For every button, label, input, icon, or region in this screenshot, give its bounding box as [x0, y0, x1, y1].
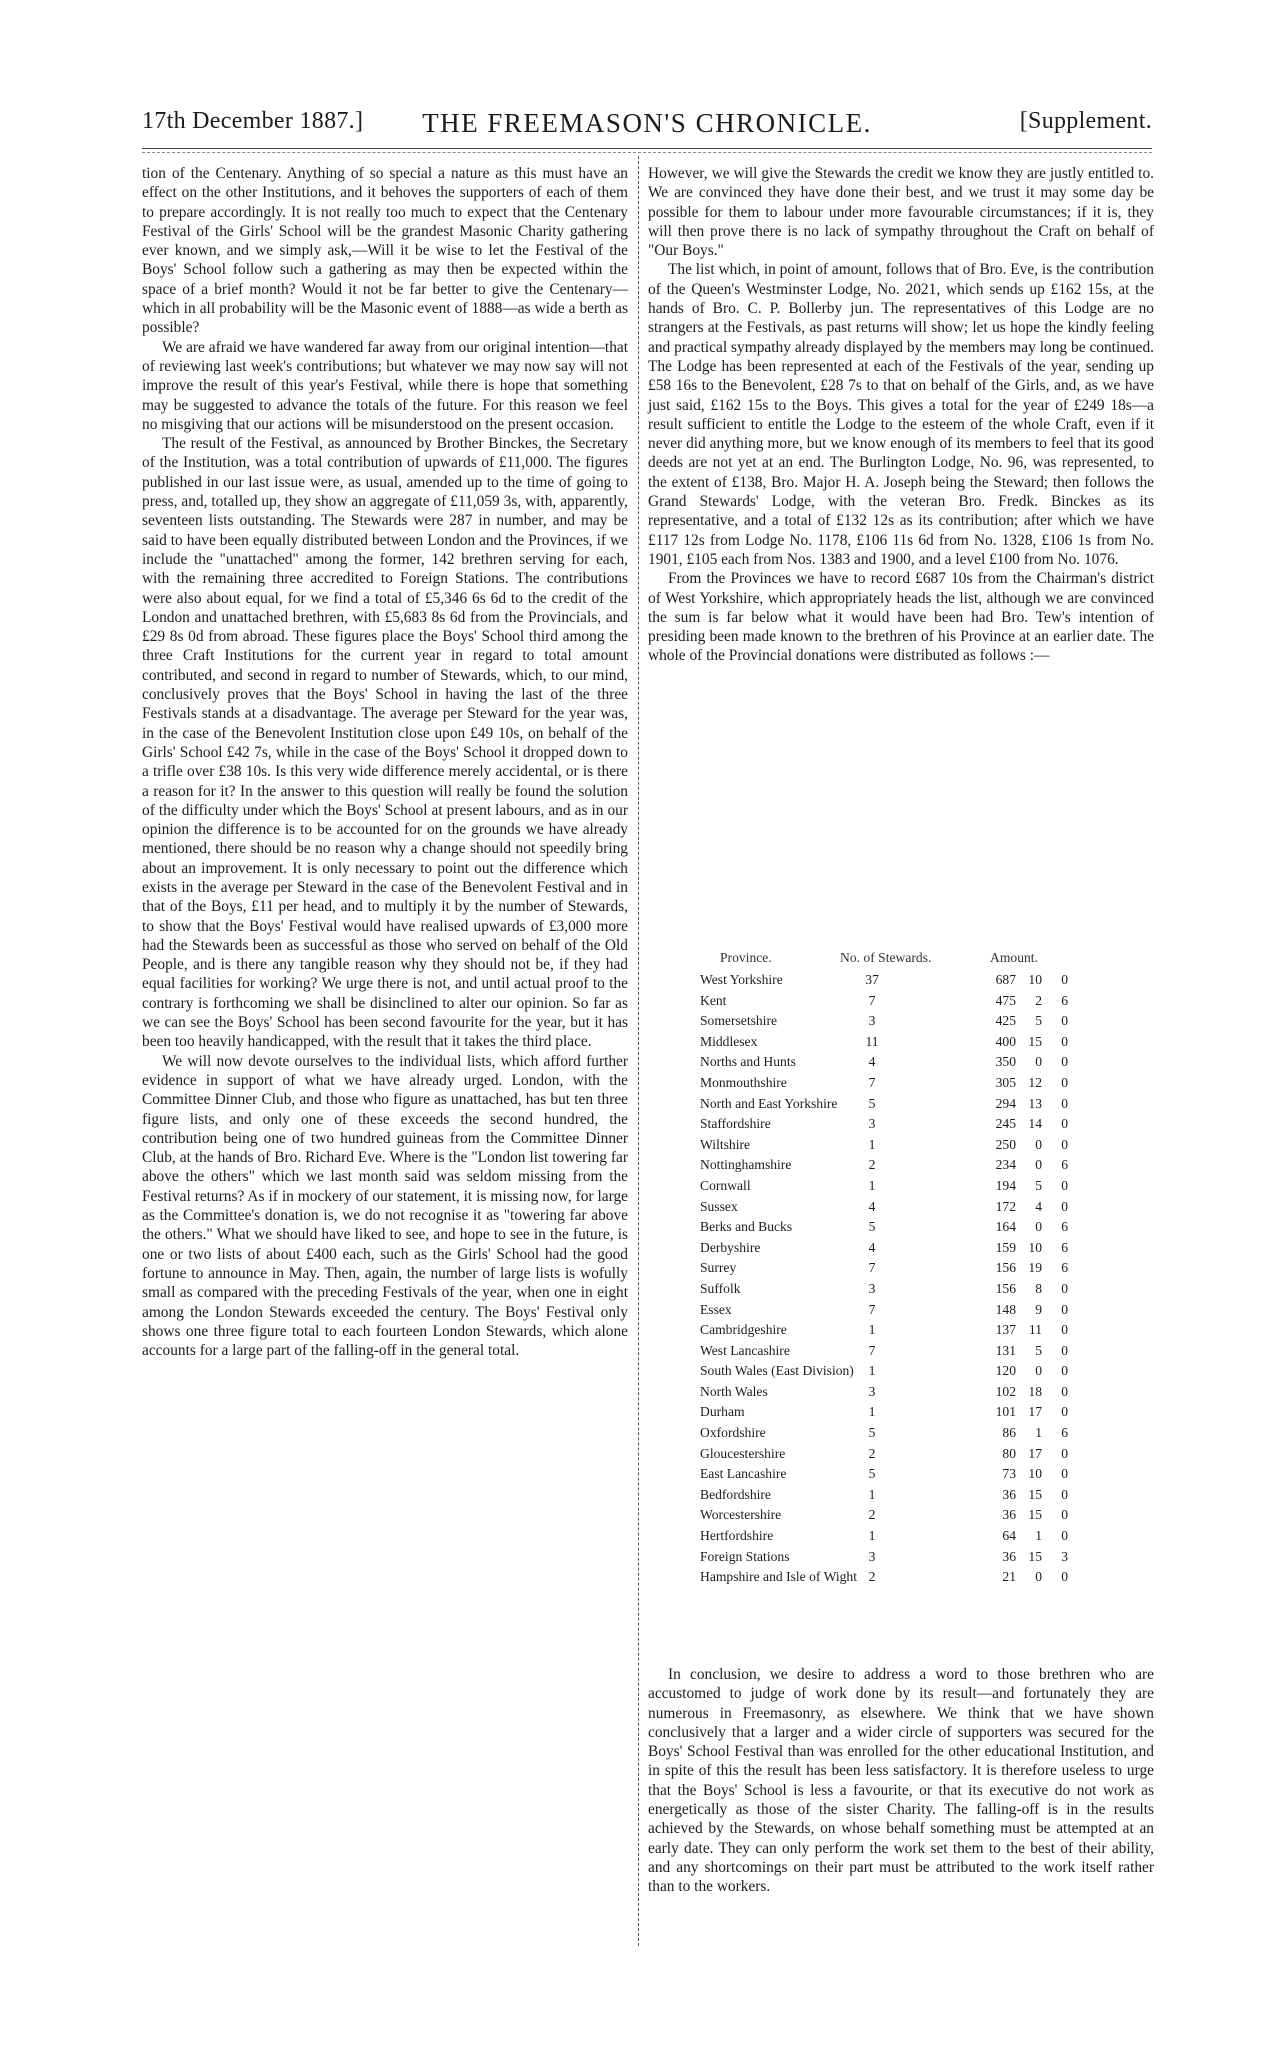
cell-province: Norths and Hunts	[700, 1054, 796, 1070]
cell-s: 0	[1035, 1157, 1042, 1173]
cell-d: 0	[1061, 1136, 1068, 1152]
paragraph: However, we will give the Stewards the credit we know they are justly entitled to. We are convinced they have done their best, and we trust it may some day be possible for them to labour under more favourable circumstances; if it is, they will then prove there is no lack of sympathy throughout the Craft on behalf of "Our Boys."	[648, 165, 1154, 260]
cell-stewards: 5	[868, 1219, 876, 1235]
table-row	[700, 1096, 1110, 1117]
cell-d: 6	[1061, 1239, 1068, 1255]
cell-d: 0	[1061, 1322, 1068, 1338]
cell-l: 687	[995, 972, 1016, 987]
cell-s: 14	[1028, 1116, 1042, 1132]
cell-l: 305	[995, 1074, 1016, 1090]
cell-stewards: 5	[868, 1466, 876, 1482]
cell-d: 3	[1061, 1548, 1068, 1564]
cell-stewards: 7	[868, 1074, 876, 1090]
cell-stewards: 2	[868, 1157, 876, 1173]
section-label: [Supplement.	[1019, 108, 1152, 134]
cell-stewards: 7	[868, 1301, 876, 1317]
cell-s: 0	[1035, 1363, 1042, 1379]
cell-l: 101	[995, 1404, 1016, 1420]
cell-stewards: 3	[868, 1383, 876, 1399]
cell-d: 0	[1061, 1383, 1068, 1399]
cell-s: 17	[1028, 1445, 1042, 1461]
cell-s: 1	[1035, 1528, 1042, 1544]
table-row	[700, 1034, 1110, 1055]
cell-l: 245	[995, 1116, 1016, 1132]
cell-d: 0	[1061, 1466, 1068, 1482]
cell-stewards: 5	[868, 1425, 876, 1441]
cell-d: 6	[1061, 1157, 1068, 1173]
cell-d: 0	[1061, 1528, 1068, 1544]
cell-s: 10	[1028, 1466, 1042, 1482]
cell-d: 0	[1061, 1404, 1068, 1420]
cell-stewards: 1	[868, 1486, 876, 1502]
cell-l: 194	[995, 1177, 1016, 1193]
cell-stewards: 2	[868, 1445, 876, 1461]
cell-province: Cambridgeshire	[700, 1322, 787, 1338]
table-row	[700, 1466, 1110, 1487]
table-row	[700, 1240, 1110, 1261]
table-row	[700, 1075, 1110, 1096]
cell-s: 0	[1035, 1136, 1042, 1152]
cell-province: Suffolk	[700, 1280, 741, 1296]
table-row	[700, 1281, 1110, 1302]
publication-title: THE FREEMASON'S CHRONICLE.	[422, 108, 872, 138]
cell-d: 0	[1061, 1198, 1068, 1214]
table-row	[700, 1137, 1110, 1158]
table-row	[700, 1384, 1110, 1405]
cell-province: Oxfordshire	[700, 1425, 766, 1441]
table-row	[700, 1425, 1110, 1446]
cell-province: Gloucestershire	[700, 1445, 786, 1461]
cell-province: Bedfordshire	[700, 1486, 771, 1502]
cell-stewards: 1	[868, 1177, 876, 1193]
issue-date: 17th December 1887.]	[142, 108, 364, 134]
cell-s: 18	[1028, 1383, 1042, 1399]
cell-l: 294	[995, 1095, 1016, 1111]
paragraph: The list which, in point of amount, follows that of Bro. Eve, is the contribution of the Queen's Westminster Lodge, No. 2021, which sends up £162 15s, at the hands of Bro. C. P. Bollerby jun. The representatives of this Lodge are no strangers at the Festivals, as past returns will show; let us hope the kindly feeling and practical sympathy already displayed by the members may long be continued. The Lodge has been represented at each of the Festivals of the year, sending up £58 16s to the Benevolent, £28 7s to that on behalf of the Girls, and, as we have just said, £162 15s to the Boys. This gives a total for the year of £249 18s—a result sufficient to entitle the Lodge to the esteem of the whole Craft, even if it never did anything more, but we know enough of its members to feel that its good deeds are not yet at an end. The Burlington Lodge, No. 96, was represented, to the extent of £138, Bro. Major H. A. Joseph being the Steward; then follows the Grand Stewards' Lodge, with the veteran Bro. Fredk. Binckes as its representative, and a total of £132 12s as its contribution; after which we have £117 12s from Lodge No. 1178, £106 11s 6d from No. 1328, £106 1s from No. 1901, £105 each from Nos. 1383 and 1900, and a level £100 from No. 1076.	[648, 261, 1154, 568]
cell-d: 0	[1061, 1301, 1068, 1317]
cell-s: 8	[1035, 1280, 1042, 1296]
cell-stewards: 7	[868, 1260, 876, 1276]
cell-s: 15	[1028, 1486, 1042, 1502]
cell-d: 0	[1061, 1445, 1068, 1461]
cell-province: Surrey	[700, 1260, 737, 1276]
table-row	[700, 1013, 1110, 1034]
cell-province: Sussex	[700, 1198, 738, 1214]
cell-d: 0	[1061, 1095, 1068, 1111]
cell-d: 0	[1061, 1486, 1068, 1502]
cell-l: 148	[995, 1301, 1016, 1317]
cell-province: Hampshire and Isle of Wight	[700, 1569, 858, 1585]
cell-d: 6	[1061, 992, 1068, 1008]
cell-s: 1	[1035, 1425, 1042, 1441]
table-row	[700, 1487, 1110, 1508]
cell-s: 19	[1028, 1260, 1042, 1276]
cell-s: 2	[1035, 992, 1042, 1008]
cell-stewards: 3	[868, 1280, 876, 1296]
cell-stewards: 3	[868, 1116, 876, 1132]
cell-province: North and East Yorkshire	[700, 1095, 838, 1111]
table-row	[700, 1549, 1110, 1570]
paragraph: The result of the Festival, as announced by Brother Binckes, the Secretary of the Institution, was a total contribution of upwards of £11,000. The figures published in our last issue were, as usual, amended up to the time of going to press, and, totalled up, they show an aggregate of £11,059 3s, with, apparently, seventeen lists outstanding. The Stewards were 287 in number, and may be said to have been equally distributed between London and the Provinces, if we include the "unattached" among the former, 142 brethren serving for each, with the remaining three accredited to Foreign Stations. The contributions were also about equal, for we find a total of £5,346 6s 6d to the credit of the London and unattached brethren, with £5,683 8s 6d from the Provincials, and £29 8s 0d from abroad. These figures place the Boys' School third among the three Craft Institutions for the current year in regard to total amount contributed, and second in regard to number of Stewards, which, to our mind, conclusively proves that the Boys' School in having the last of the three Festivals stands at a disadvantage. The average per Steward for the year was, in the case of the Benevolent Institution close upon £49 10s, on behalf of the Girls' School £42 7s, while in the case of the Boys' School it dropped down to a trifle over £38 10s. Is this very wide difference merely accidental, or is there a reason for it? In the answer to this question will really be found the solution of the difficulty under which the Boys' School at present labours, and as in our opinion the difference is to be accounted for on the grounds we have already mentioned, there should be no reason why a change should not speedily bring about an improvement. It is only necessary to point out the difference which exists in the average per Steward in the case of the Benevolent Festival and in that of the Boys, £11 per head, and to multiply it by the number of Stewards, to show that the Boys' Festival would have realised upwards of £3,000 more had the Stewards been as successful as those who served on behalf of the Old People, and is there any tangible reason why they should not be, if they had equal facilities for working? We urge there is not, and until actual proof to the contrary is forthcoming we shall be disinclined to alter our opinion. So far as we can see the Boys' School has been second favourite for the year, but it has been too heavily handicapped, with the result that it takes the third place.	[142, 435, 628, 1051]
cell-l: 102	[995, 1383, 1016, 1399]
cell-l: 73	[1002, 1466, 1016, 1482]
table-row	[700, 1363, 1110, 1384]
provincial-donations-table	[700, 950, 1110, 1590]
table-row	[700, 1157, 1110, 1178]
paragraph: In conclusion, we desire to address a word to those brethren who are accustomed to judge of work done by its result—and fortunately they are numerous in Freemasonry, as elsewhere. We think that we have shown conclusively that a larger and a wider circle of supporters was secured for the Boys' School Festival than was enrolled for the other educational Institution, and in spite of this the result has been less satisfactory. It is therefore useless to urge that the Boys' School is less a favourite, or that its executive do not work as energetically as those of the sister Charity. The falling-off is in the results achieved by the Stewards, on whose behalf something must be attempted at an early date. They can only perform the work set them to the best of their ability, and any shortcomings on their part must be attributed to the work itself rather than to the workers.	[648, 1666, 1154, 1896]
header-province: Province.	[720, 950, 772, 965]
cell-d: 0	[1061, 1342, 1068, 1358]
cell-stewards: 4	[868, 1239, 876, 1255]
cell-l: 156	[995, 1260, 1016, 1276]
cell-d: 0	[1061, 1116, 1068, 1132]
cell-province: Essex	[700, 1301, 732, 1317]
cell-province: West Yorkshire	[700, 972, 783, 987]
cell-province: Berks and Bucks	[700, 1219, 793, 1235]
table-row	[700, 1260, 1110, 1281]
cell-stewards: 1	[868, 1136, 876, 1152]
cell-s: 9	[1035, 1301, 1042, 1317]
cell-s: 0	[1035, 1569, 1042, 1585]
cell-stewards: 7	[868, 1342, 876, 1358]
cell-stewards: 7	[868, 992, 876, 1008]
table-row	[700, 972, 1110, 993]
header-rule-dashed	[142, 152, 1152, 153]
cell-l: 80	[1002, 1445, 1016, 1461]
cell-stewards: 3	[868, 1013, 876, 1029]
cell-l: 164	[995, 1219, 1016, 1235]
cell-stewards: 4	[868, 1054, 876, 1070]
cell-s: 4	[1035, 1198, 1042, 1214]
page-header	[142, 108, 1152, 148]
table-row	[700, 1322, 1110, 1343]
cell-d: 0	[1061, 1074, 1068, 1090]
table-row	[700, 1343, 1110, 1364]
cell-d: 0	[1061, 1177, 1068, 1193]
cell-province: East Lancashire	[700, 1466, 787, 1482]
cell-province: Wiltshire	[700, 1136, 751, 1152]
cell-l: 400	[995, 1033, 1016, 1049]
table-row	[700, 1528, 1110, 1549]
cell-province: West Lancashire	[700, 1342, 790, 1358]
table-row	[700, 1219, 1110, 1240]
cell-s: 0	[1035, 1054, 1042, 1070]
cell-province: Monmouthshire	[700, 1074, 787, 1090]
cell-province: Derbyshire	[700, 1239, 761, 1255]
cell-stewards: 1	[868, 1528, 876, 1544]
cell-d: 0	[1061, 1507, 1068, 1523]
cell-stewards: 11	[865, 1033, 879, 1049]
cell-s: 17	[1028, 1404, 1042, 1420]
cell-province: South Wales (East Division)	[700, 1363, 854, 1379]
cell-s: 5	[1035, 1342, 1042, 1358]
paragraph: We are afraid we have wandered far away from our original intention—that of reviewing last week's contributions; but whatever we may now say will not improve the result of this year's Festival, while there is hope that something may be suggested to advance the totals of the future. For this reason we feel no misgiving that our actions will be misunderstood on the present occasion.	[142, 338, 628, 433]
left-column	[142, 164, 628, 1360]
cell-s: 10	[1028, 1239, 1042, 1255]
cell-s: 15	[1028, 1507, 1042, 1523]
cell-province: Staffordshire	[700, 1116, 771, 1132]
cell-province: Somersetshire	[700, 1013, 778, 1029]
cell-l: 21	[1002, 1569, 1016, 1585]
paragraph: tion of the Centenary. Anything of so special a nature as this must have an effect on the other Institutions, and it behoves the supporters of each of them to prepare accordingly. It is not really too much to expect that the Centenary Festival of the Girls' School will be the grandest Masonic Charity gathering ever known, and we simply ask,—Will it be wise to let the Festival of the Boys' School follow such a gathering as may then be expected within the space of a brief month? Would it not be far better to give the Centenary—which in all probability will be the Masonic event of 1888—as wide a berth as possible?	[142, 165, 628, 337]
table-row	[700, 1199, 1110, 1220]
cell-l: 475	[995, 992, 1016, 1008]
cell-s: 0	[1035, 1219, 1042, 1235]
table-row	[700, 1507, 1110, 1528]
cell-d: 0	[1061, 1569, 1068, 1585]
header-amount: Amount.	[990, 950, 1038, 965]
cell-l: 131	[995, 1342, 1016, 1358]
cell-stewards: 3	[868, 1548, 876, 1564]
right-column-top	[648, 164, 1154, 666]
cell-l: 350	[995, 1054, 1016, 1070]
cell-province: Kent	[700, 992, 727, 1008]
cell-l: 425	[995, 1013, 1016, 1029]
cell-stewards: 1	[868, 1322, 876, 1338]
cell-d: 6	[1061, 1260, 1068, 1276]
cell-s: 5	[1035, 1177, 1042, 1193]
cell-l: 234	[995, 1157, 1016, 1173]
cell-province: North Wales	[700, 1383, 768, 1399]
header-stewards: No. of Stewards.	[840, 950, 932, 965]
paragraph: We will now devote ourselves to the individual lists, which afford further evidence in support of what we have already urged. London, with the Committee Dinner Club, and those who figure as unattached, has but ten three figure lists, and only one of these exceeds the second hundred, the contribution being one of two hundred guineas from the Committee Dinner Club, at the hands of Bro. Richard Eve. Where is the "London list towering far above the others" which we last month said was seldom missing from the Festival returns? As if in mockery of our statement, it is missing now, for large as the Committee's donation is, we do not recognise it as "towering far above the others." What we should have liked to see, and hope to see in the future, is one or two lists of about £400 each, such as the Girls' School had the good fortune to announce in May. Then, again, the number of large lists is wofully small as compared with the preceding Festivals of the year, when one in eight among the London Stewards exceeded the century. The Boys' Festival only shows one three figure total to each fourteen London Stewards, which alone accounts for a large part of the falling-off in the general total.	[142, 1052, 628, 1360]
table-row	[700, 1302, 1110, 1323]
cell-s: 10	[1028, 972, 1042, 987]
cell-s: 15	[1028, 1033, 1042, 1049]
table-body	[700, 972, 1110, 1590]
table-row	[700, 993, 1110, 1014]
paragraph: From the Provinces we have to record £687 10s from the Chairman's district of West Yorkshire, which appropriately heads the list, although we are convinced the sum is far below what it would have been had Bro. Tew's intention of presiding been made known to the brethren of his Province at an earlier date. The whole of the Provincial donations were distributed as follows :—	[648, 570, 1154, 665]
cell-d: 0	[1061, 1033, 1068, 1049]
cell-s: 12	[1028, 1074, 1042, 1090]
cell-province: Hertfordshire	[700, 1528, 774, 1544]
cell-d: 0	[1061, 1280, 1068, 1296]
cell-l: 36	[1002, 1548, 1016, 1564]
table-row	[700, 1446, 1110, 1467]
cell-d: 0	[1061, 1013, 1068, 1029]
cell-province: Foreign Stations	[700, 1548, 790, 1564]
cell-l: 137	[995, 1322, 1016, 1338]
column-divider	[638, 156, 639, 1946]
cell-stewards: 1	[868, 1404, 876, 1420]
cell-l: 64	[1002, 1528, 1016, 1544]
cell-s: 15	[1028, 1548, 1042, 1564]
cell-l: 36	[1002, 1507, 1016, 1523]
cell-s: 5	[1035, 1013, 1042, 1029]
cell-l: 86	[1002, 1425, 1016, 1441]
table-row	[700, 1178, 1110, 1199]
cell-l: 156	[995, 1280, 1016, 1296]
table-row	[700, 1116, 1110, 1137]
cell-d: 0	[1061, 972, 1068, 987]
right-column-bottom	[648, 1665, 1154, 1897]
cell-stewards: 4	[868, 1198, 876, 1214]
cell-province: Durham	[700, 1404, 745, 1420]
cell-d: 6	[1061, 1219, 1068, 1235]
cell-s: 13	[1028, 1095, 1042, 1111]
table-header	[700, 950, 1110, 972]
header-rule	[142, 148, 1152, 149]
cell-stewards: 2	[868, 1507, 876, 1523]
cell-l: 159	[995, 1239, 1016, 1255]
cell-province: Worcestershire	[700, 1507, 782, 1523]
cell-stewards: 37	[865, 972, 879, 987]
cell-stewards: 2	[868, 1569, 876, 1585]
cell-l: 120	[995, 1363, 1016, 1379]
cell-d: 0	[1061, 1363, 1068, 1379]
cell-l: 250	[995, 1136, 1016, 1152]
cell-stewards: 5	[868, 1095, 876, 1111]
cell-l: 36	[1002, 1486, 1016, 1502]
cell-l: 172	[995, 1198, 1016, 1214]
table-row	[700, 1569, 1110, 1590]
cell-province: Middlesex	[700, 1033, 758, 1049]
cell-province: Nottinghamshire	[700, 1157, 792, 1173]
cell-d: 0	[1061, 1054, 1068, 1070]
cell-province: Cornwall	[700, 1177, 751, 1193]
table-row	[700, 1404, 1110, 1425]
cell-d: 6	[1061, 1425, 1068, 1441]
table-row	[700, 1054, 1110, 1075]
cell-stewards: 1	[868, 1363, 876, 1379]
cell-s: 11	[1028, 1322, 1042, 1338]
